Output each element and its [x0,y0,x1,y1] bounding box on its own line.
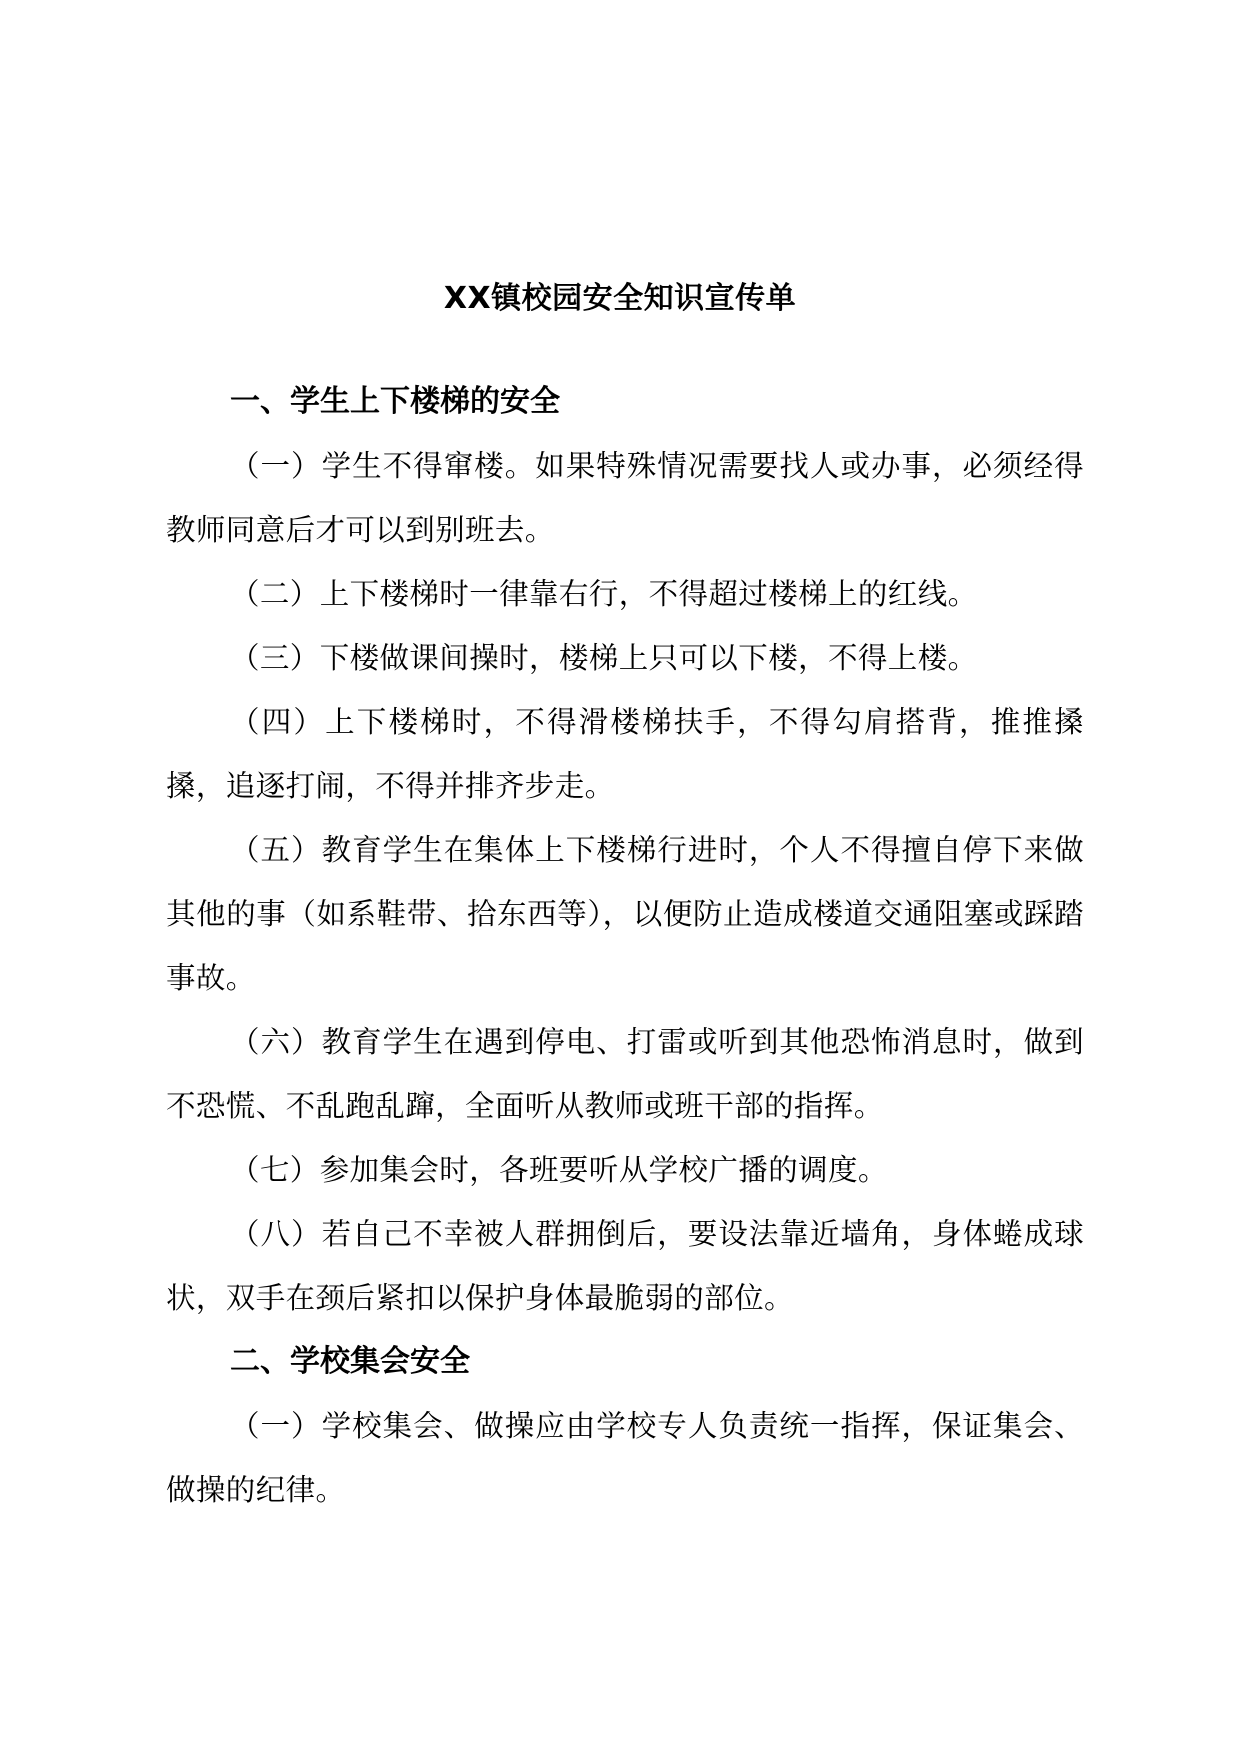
document-title: XX镇校园安全知识宣传单 [443,281,797,316]
paragraph-stair-rule-8: （八）若自己不幸被人群拥倒后，要设法靠近墙角，身体蜷成球状，双手在颈后紧扣以保护身体最脆弱的部位。 [166,1217,1084,1315]
section-heading-assembly-safety: 二、学校集会安全 [230,1344,470,1379]
paragraph-stair-rule-3: （三）下楼做课间操时，楼梯上只可以下楼，不得上楼。 [230,641,978,675]
section-heading-stair-safety: 一、学生上下楼梯的安全 [230,384,560,419]
paragraph-stair-rule-1: （一）学生不得窜楼。如果特殊情况需要找人或办事，必须经得教师同意后才可以到别班去。 [166,449,1084,547]
paragraph-assembly-rule-1: （一）学校集会、做操应由学校专人负责统一指挥，保证集会、做操的纪律。 [166,1409,1084,1507]
paragraph-stair-rule-4: （四）上下楼梯时，不得滑楼梯扶手，不得勾肩搭背，推推搡搡，追逐打闹，不得并排齐步走。 [166,705,1084,803]
paragraph-stair-rule-2: （二）上下楼梯时一律靠右行，不得超过楼梯上的红线。 [230,577,978,611]
document-body [166,370,1084,1522]
paragraph-stair-rule-7: （七）参加集会时，各班要听从学校广播的调度。 [230,1153,888,1187]
paragraph-stair-rule-5: （五）教育学生在集体上下楼梯行进时，个人不得擅自停下来做其他的事（如系鞋带、拾东西等），以便防止造成楼道交通阻塞或踩踏事故。 [166,833,1084,995]
paragraph-stair-rule-6: （六）教育学生在遇到停电、打雷或听到其他恐怖消息时，做到不恐慌、不乱跑乱蹿，全面听从教师或班干部的指挥。 [166,1025,1084,1123]
